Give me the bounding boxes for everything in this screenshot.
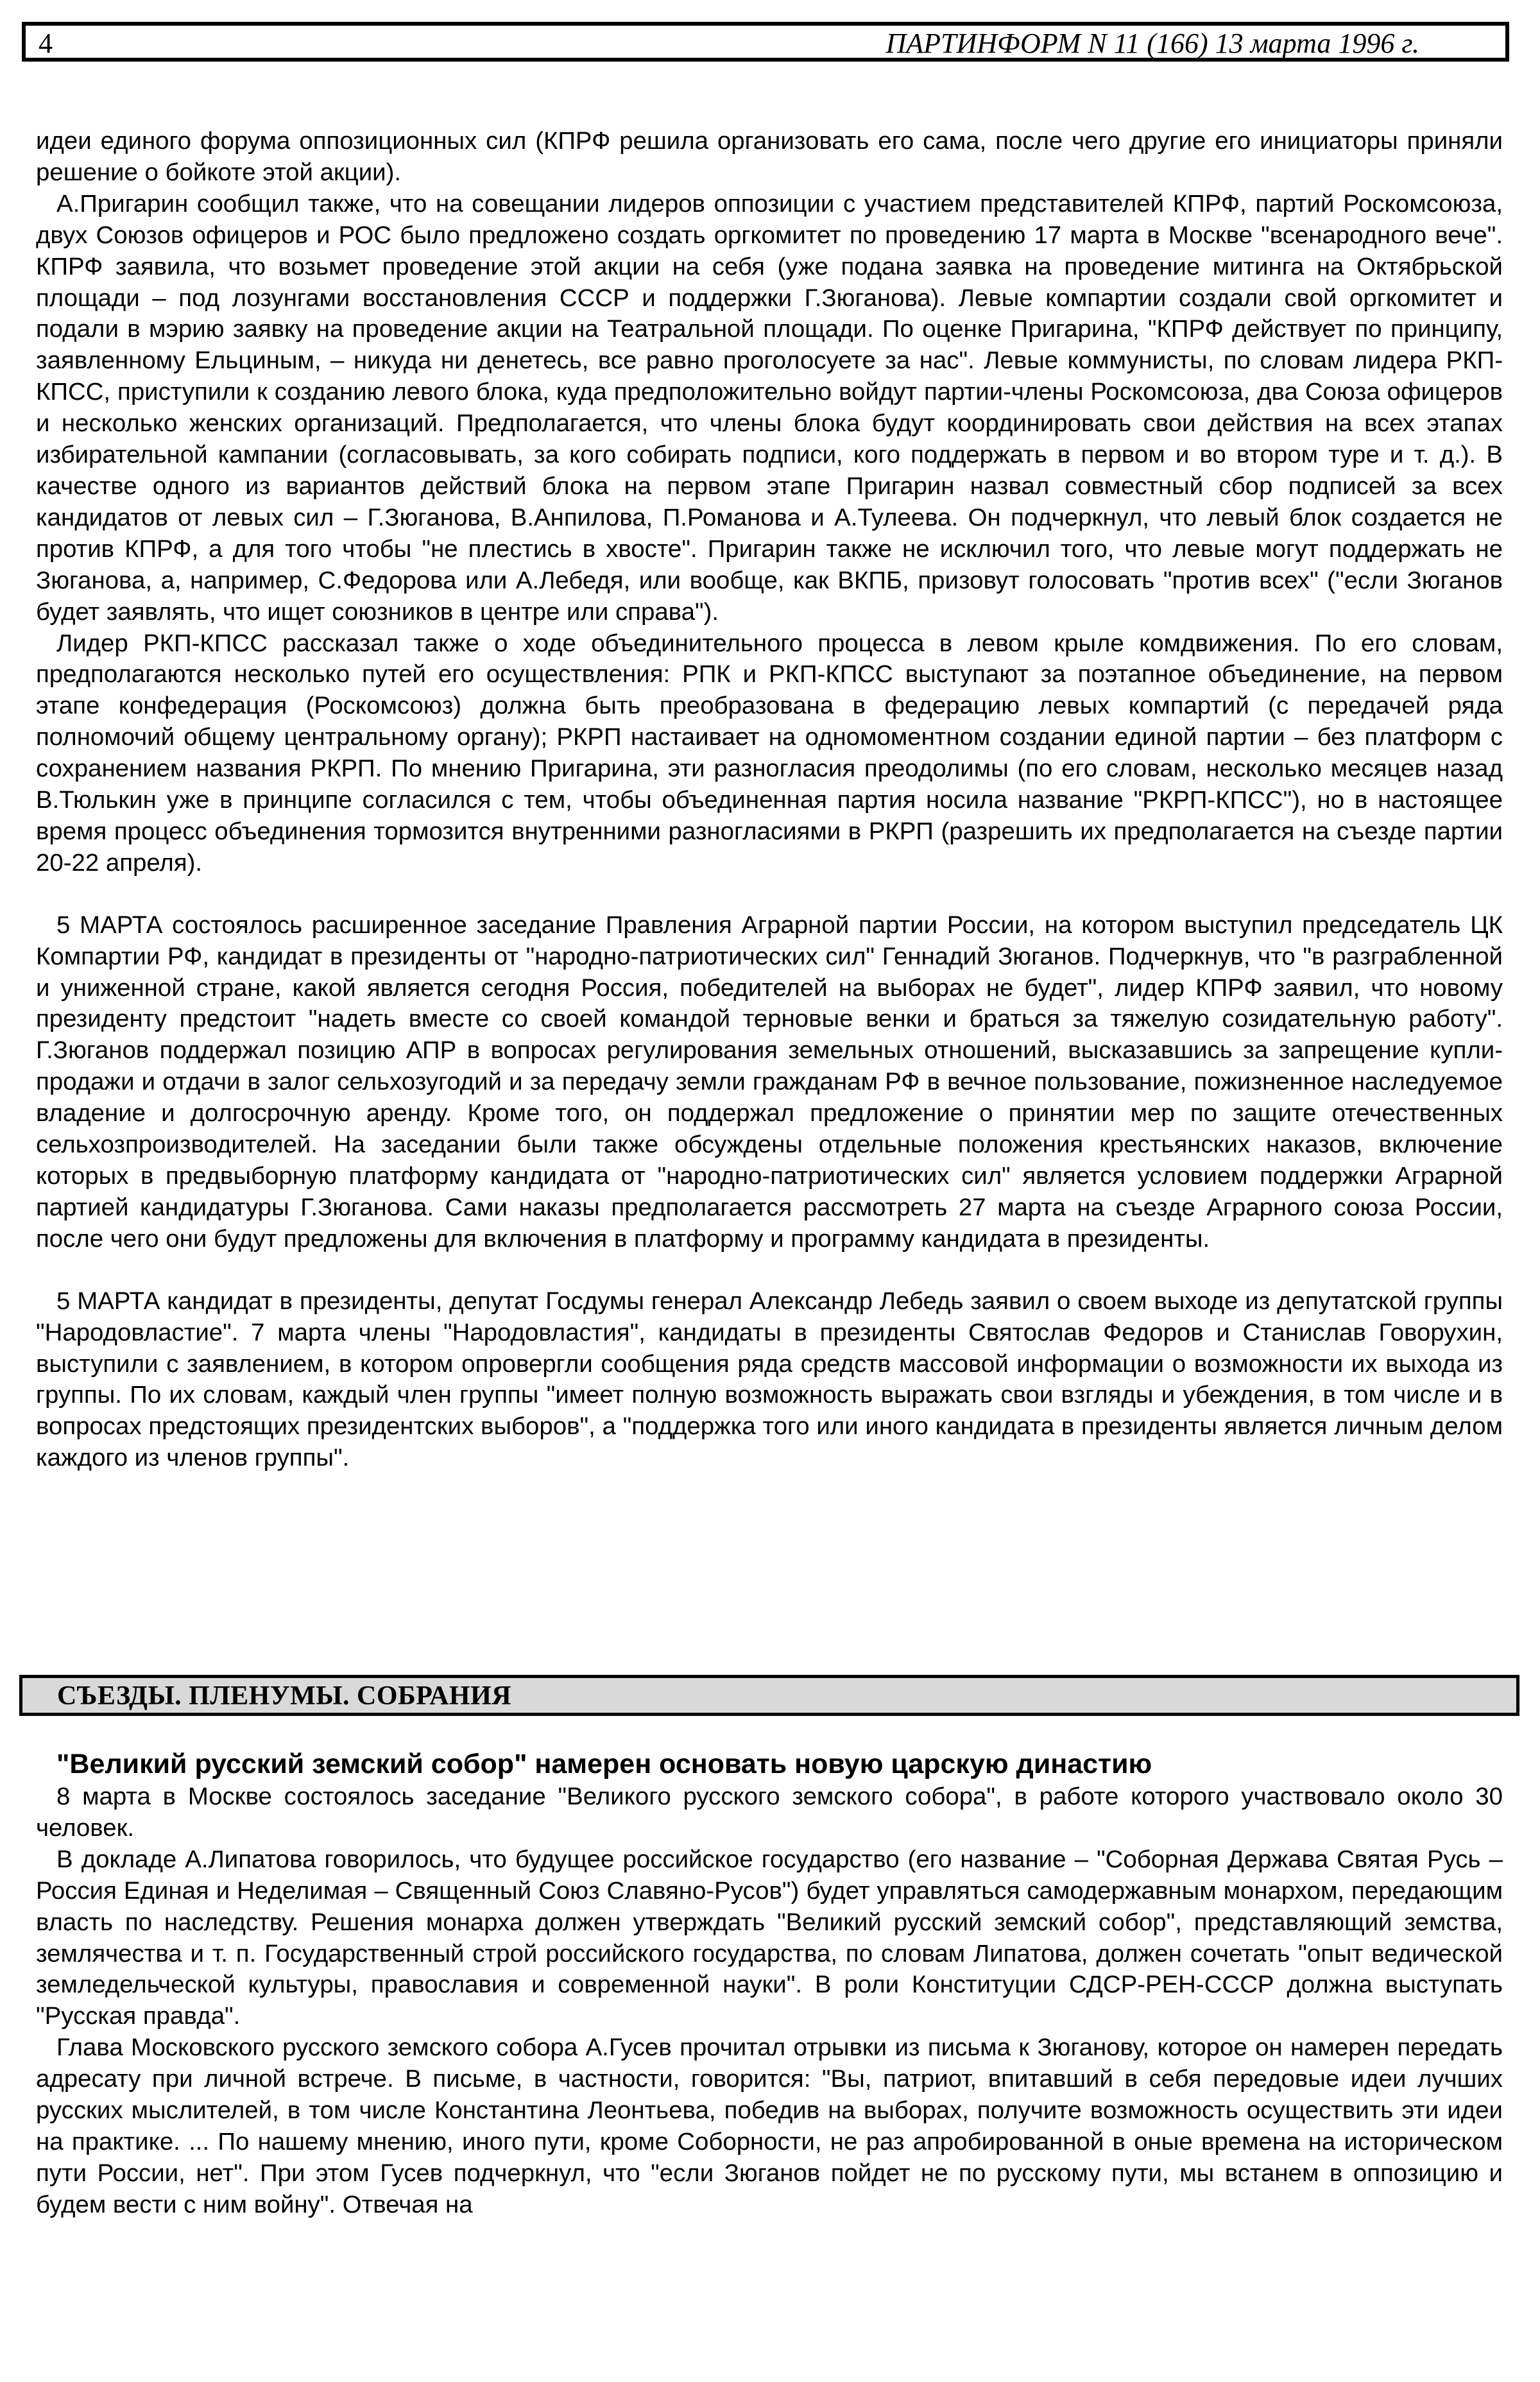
paragraph: 5 МАРТА кандидат в президенты, депутат Госдумы генерал Александр Лебедь заявил о своем выходе из депутатской группы "Народовластие". 7 марта члены "Народовластия", кандидаты в президенты Святослав Федоров и Станислав Говорухин, выступили с заявлением, в котором опровергли сообщения ряда средств массовой информации о возможности их выхода из группы. По их словам, каждый член группы "имеет полную возможность выражать свои взгляды и убеждения, в том числе и в вопросах предстоящих президентских выборов", а "поддержка того или иного кандидата в президенты является личным делом каждого из членов группы". [36,1287,1503,1472]
main-text [36,126,1503,1474]
paragraph: 5 МАРТА состоялось расширенное заседание Правления Аграрной партии России, на котором выступил председатель ЦК Компартии РФ, кандидат в президенты от "народно-патриотических сил" Геннадий Зюганов. Подчеркнув, что "в разграбленной и униженной стране, какой является сегодня Россия, победителей на выборах не будет", лидер КПРФ заявил, что новому президенту предстоит "надеть вместе со своей командой терновые венки и браться за тяжелую созидательную работу". Г.Зюганов поддержал позицию АПР в вопросах регулирования земельных отношений, высказавшись за запрещение купли-продажи и отдачи в залог сельхозугодий и за передачу земли гражданам РФ в вечное пользование, пожизненное наследуемое владение и долгосрочную аренду. Кроме того, он поддержал предложение о принятии мер по защите отечественных сельхозпроизводителей. На заседании были также обсуждены отдельные положения крестьянских наказов, включение которых в предвыборную платформу кандидата от "народно-патриотических сил" является условием поддержки Аграрной партией кандидатуры Г.Зюганова. Сами наказы предполагается рассмотреть 27 марта на съезде Аграрного союза России, после чего они будут предложены для включения в платформу и программу кандидата в президенты. [36,911,1503,1253]
paragraph: А.Пригарин сообщил также, что на совещании лидеров оппозиции с участием представителей КПРФ, партий Роскомсоюза, двух Союзов офицеров и РОС было предложено создать оргкомитет по проведению 17 марта в Москве "всенародного вече". КПРФ заявила, что возьмет проведение этой акции на себя (уже подана заявка на проведение митинга на Октябрьской площади – под лозунгами восстановления СССР и поддержки Г.Зюганова). Левые компартии создали свой оргкомитет и подали в мэрию заявку на проведение акции на Театральной площади. По оценке Пригарина, "КПРФ действует по принципу, заявленному Ельциным, – никуда ни денетесь, все равно проголосуете за нас". Левые коммунисты, по словам лидера РКП-КПСС, приступили к созданию левого блока, куда предположительно войдут партии-члены Роскомсоюза, два Союза офицеров и несколько женских организаций. Предполагается, что члены блока будут координировать свои действия на всех этапах избирательной кампании (согласовывать, за кого собирать подписи, кого поддержать в первом и во втором туре и т. д.). В качестве одного из вариантов действий блока на первом этапе Пригарин назвал совместный сбор подписей за всех кандидатов от левых сил – Г.Зюганова, В.Анпилова, П.Романова и А.Тулеева. Он подчеркнул, что левый блок создается не против КПРФ, а для того чтобы "не плестись в хвосте". Пригарин также не исключил того, что левые могут поддержать не Зюганова, а, например, С.Федорова или А.Лебедя, или вообще, как ВКПБ, призовут голосовать "против всех" ("если Зюганов будет заявлять, что ищет союзников в центре или справа"). [36,189,1503,626]
paragraph: идеи единого форума оппозиционных сил (КПРФ решила организовать его сама, после чего другие его инициаторы приняли решение о бойкоте этой акции). [36,127,1503,186]
section-heading-bar [19,1675,1519,1716]
article-title: "Великий русский земский собор" намерен основать новую царскую династию [56,1749,1152,1779]
section-title: СЪЕЗДЫ. ПЛЕНУМЫ. СОБРАНИЯ [57,1681,512,1711]
page-number: 4 [38,28,53,59]
paragraph-gap [36,1255,1503,1286]
issue-title: ПАРТИНФОРМ N 11 (166) 13 марта 1996 г. [886,28,1419,59]
article [36,1747,1503,2221]
paragraph-gap [36,879,1503,910]
page-header [22,22,1509,62]
paragraph: В докладе А.Липатова говорилось, что будущее российское государство (его название – "Соборная Держава Святая Русь – Россия Единая и Неделимая – Священный Союз Славяно-Русов") будет управляться самодержавным монархом, передающим власть по наследству. Решения монарха должен утверждать "Великий русский земский собор", представляющий земства, землячества и т. п. Государственный строй российского государства, по словам Липатова, должен сочетать "опыт ведической земледельческой культуры, православия и современной науки". В роли Конституции СДСР-РЕН-СССР должна выступать "Русская правда". [36,1845,1503,2030]
paragraph: Лидер РКП-КПСС рассказал также о ходе объединительного процесса в левом крыле комдвижения. По его словам, предполагаются несколько путей его осуществления: РПК и РКП-КПСС выступают за поэтапное объединение, на первом этапе конфедерация (Роскомсоюз) должна быть преобразована в федерацию левых компартий (с передачей ряда полномочий общему центральному органу); РКРП настаивает на одномоментном создании единой партии – без платформ с сохранением названия РКРП. По мнению Пригарина, эти разногласия преодолимы (по его словам, несколько месяцев назад В.Тюлькин уже в принципе согласился с тем, чтобы объединенная партия носила название "РКРП-КПСС"), но в настоящее время процесс объединения тормозится внутренними разногласиями в РКРП (разрешить их предполагается на съезде партии 20-22 апреля). [36,629,1503,877]
paragraph: Глава Московского русского земского собора А.Гусев прочитал отрывки из письма к Зюганову, которое он намерен передать адресату при личной встрече. В письме, в частности, говорится: "Вы, патриот, впитавший в себя передовые идеи лучших русских мыслителей, в том числе Константина Леонтьева, победив на выборах, получите возможность осуществить эти идеи на практике. ... По нашему мнению, иного пути, кроме Соборности, не раз апробированной в оные времена на историческом пути России, нет". При этом Гусев подчеркнул, что "если Зюганов пойдет не по русскому пути, мы встанем в оппозицию и будем вести с ним войну". Отвечая на [36,2034,1503,2218]
paragraph: 8 марта в Москве состоялось заседание "Великого русского земского собора", в работе которого участвовало около 30 человек. [36,1783,1503,1842]
